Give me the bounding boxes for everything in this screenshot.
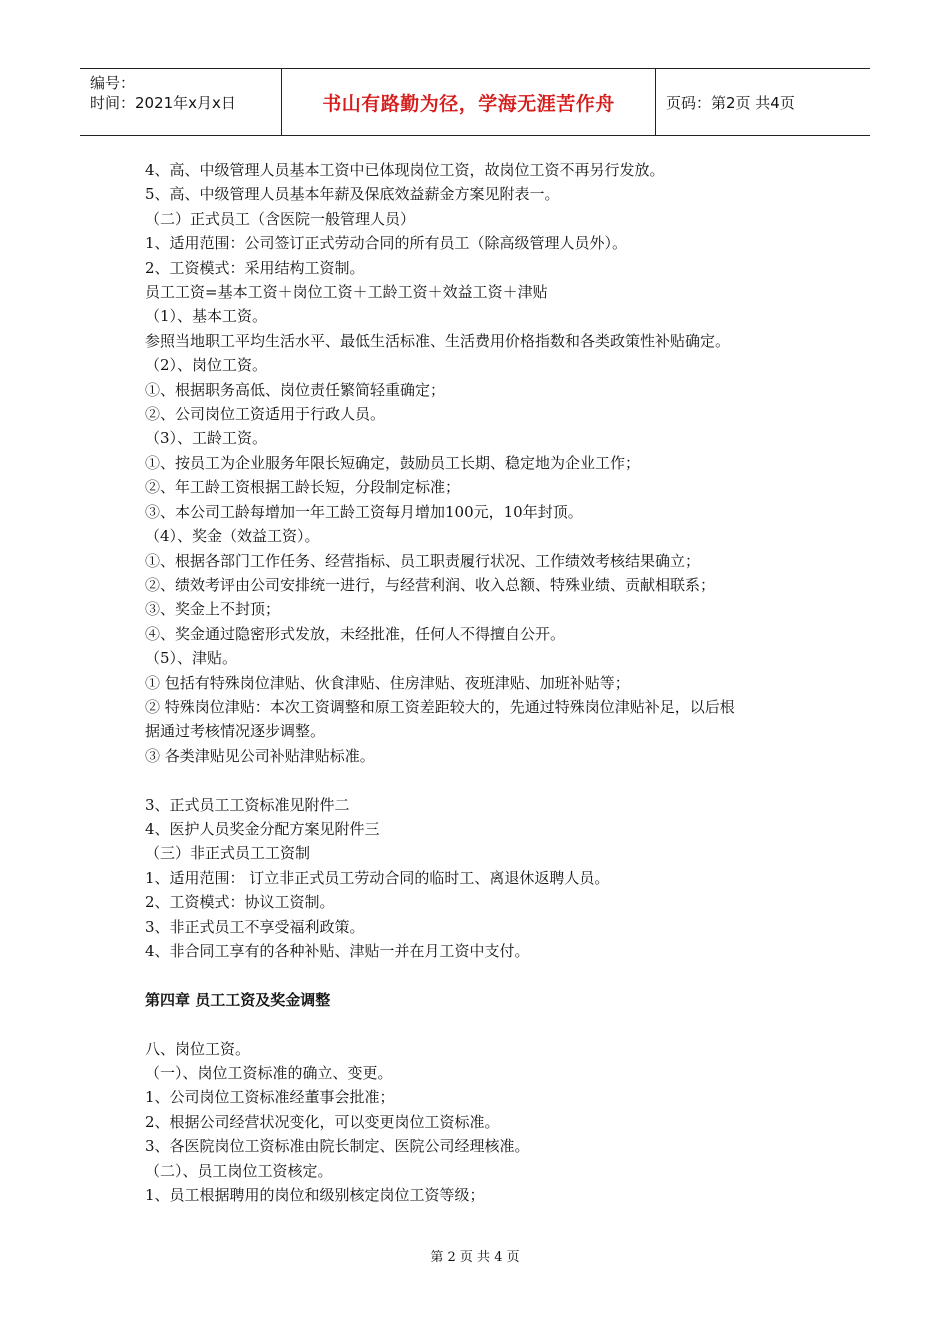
paragraph-line: ①、根据职务高低、岗位责任繁简轻重确定； — [145, 380, 446, 399]
blank-line — [145, 1012, 810, 1036]
section-title: 八、岗位工资。 — [145, 1039, 251, 1058]
item-title: （2）、岗位工资。 — [145, 356, 268, 375]
section-subtitle: （二）正式员工（含医院一般管理人员） — [145, 209, 416, 228]
paragraph-line: 2、根据公司经营状况变化，可以变更岗位工资标准。 — [145, 1112, 500, 1131]
paragraph-line: ② 特殊岗位津贴：本次工资调整和原工资差距较大的，先通过特殊岗位津贴补足，以后根 — [145, 697, 735, 716]
header-motto: 书山有路勤为径，学海无涯苦作舟 — [322, 92, 615, 115]
paragraph-line: ③、本公司工龄每增加一年工龄工资每月增加100元，10年封顶。 — [145, 502, 583, 521]
paragraph-line: ③ 各类津贴见公司补贴津贴标准。 — [145, 746, 375, 765]
item-title: （5）、津贴。 — [145, 649, 238, 668]
paragraph-line: ②、公司岗位工资适用于行政人员。 — [145, 405, 386, 424]
paragraph-line: ①、按员工为企业服务年限长短确定，鼓励员工长期、稳定地为企业工作； — [145, 453, 641, 472]
item-title: （1）、基本工资。 — [145, 307, 268, 326]
section-subtitle: （二）、员工岗位工资核定。 — [145, 1161, 333, 1180]
section-subtitle: （三）非正式员工工资制 — [145, 844, 311, 863]
header-page-info: 页码：第2页 共4页 — [666, 93, 795, 112]
paragraph-line: 4、医护人员奖金分配方案见附件三 — [145, 819, 380, 838]
blank-line — [145, 768, 810, 792]
paragraph-line: 2、工资模式：协议工资制。 — [145, 893, 335, 912]
document-number-label: 编号： — [90, 74, 136, 92]
document-body — [145, 158, 810, 1207]
header-meta — [80, 69, 282, 135]
salary-formula: 员工工资=基本工资＋岗位工资＋工龄工资＋效益工资＋津贴 — [145, 283, 548, 302]
page-header — [80, 68, 870, 136]
section-subtitle: （一）、岗位工资标准的确立、变更。 — [145, 1063, 393, 1082]
paragraph-line: 1、适用范围：公司签订正式劳动合同的所有员工（除高级管理人员外）。 — [145, 234, 628, 253]
header-motto-cell — [282, 69, 656, 135]
chapter-heading: 第四章 员工工资及奖金调整 — [145, 990, 331, 1009]
paragraph-line: ④、奖金通过隐密形式发放，未经批准，任何人不得擅自公开。 — [145, 624, 566, 643]
paragraph-line: 5、高、中级管理人员基本年薪及保底效益薪金方案见附表一。 — [145, 185, 560, 204]
paragraph-line: 2、工资模式：采用结构工资制。 — [145, 258, 365, 277]
paragraph-line: 据通过考核情况逐步调整。 — [145, 722, 326, 741]
paragraph-line: ②、绩效考评由公司安排统一进行，与经营利润、收入总额、特殊业绩、贡献相联系； — [145, 575, 716, 594]
paragraph-line: ① 包括有特殊岗位津贴、伙食津贴、住房津贴、夜班津贴、加班补贴等； — [145, 673, 630, 692]
item-title: （3）、工龄工资。 — [145, 429, 268, 448]
item-title: （4）、奖金（效益工资）。 — [145, 527, 320, 546]
paragraph-line: 3、非正式员工不享受福利政策。 — [145, 917, 365, 936]
paragraph-line: 3、正式员工工资标准见附件二 — [145, 795, 350, 814]
paragraph-line: 参照当地职工平均生活水平、最低生活标准、生活费用价格指数和各类政策性补贴确定。 — [145, 331, 731, 350]
paragraph-line: 4、高、中级管理人员基本工资中已体现岗位工资，故岗位工资不再另行发放。 — [145, 161, 665, 179]
paragraph-line: 4、非合同工享有的各种补贴、津贴一并在月工资中支付。 — [145, 941, 530, 960]
blank-line — [145, 963, 810, 987]
paragraph-line: 1、员工根据聘用的岗位和级别核定岗位工资等级； — [145, 1186, 485, 1205]
paragraph-line: 1、适用范围： 订立非正式员工劳动合同的临时工、离退休返聘人员。 — [145, 868, 610, 887]
paragraph-line: ①、根据各部门工作任务、经营指标、员工职责履行状况、工作绩效考核结果确立； — [145, 551, 701, 570]
paragraph-line: ②、年工龄工资根据工龄长短，分段制定标准； — [145, 478, 461, 497]
paragraph-line: ③、奖金上不封顶； — [145, 600, 281, 619]
paragraph-line: 3、各医院岗位工资标准由院长制定、医院公司经理核准。 — [145, 1137, 530, 1156]
document-date: 时间：2021年x月x日 — [90, 94, 236, 112]
paragraph-line: 1、公司岗位工资标准经董事会批准； — [145, 1088, 395, 1107]
page-footer: 第 2 页 共 4 页 — [430, 1250, 520, 1265]
